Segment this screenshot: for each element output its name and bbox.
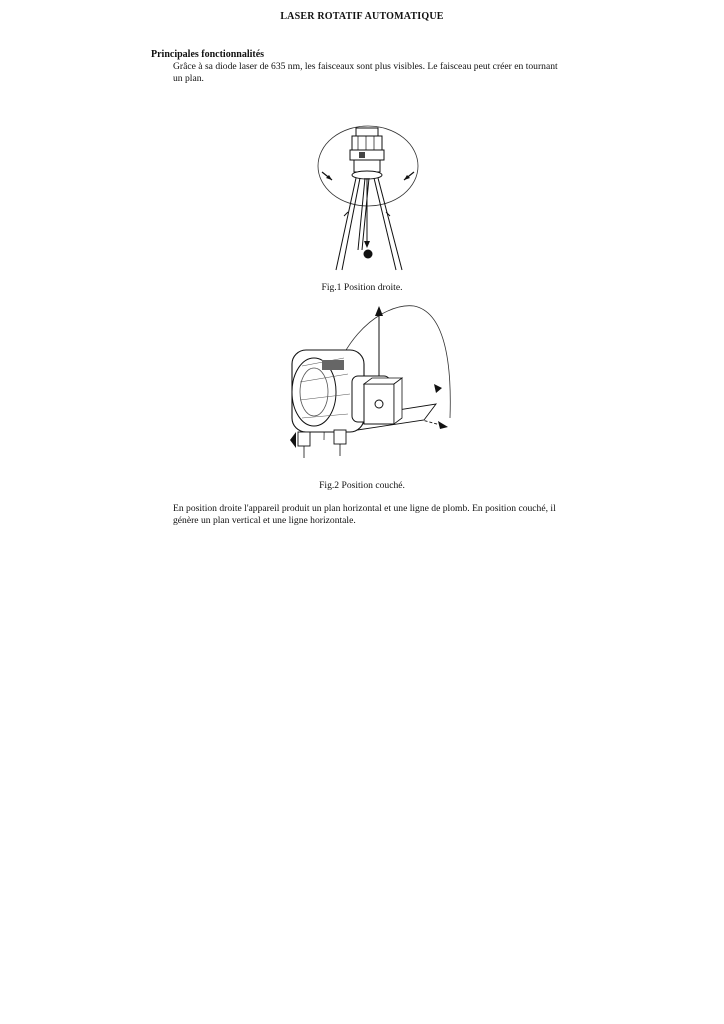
section-heading: Principales fonctionnalités	[151, 49, 265, 60]
laser-head	[356, 128, 378, 136]
document-title: LASER ROTATIF AUTOMATIQUE	[280, 11, 444, 22]
figure-upright-tripod	[314, 120, 422, 276]
lying-laser-illustration	[284, 300, 456, 462]
figure-2-caption: Fig.2 Position couché.	[319, 480, 405, 491]
tripod-laser-illustration	[314, 120, 422, 276]
figure-lying-down	[284, 300, 456, 462]
intro-paragraph: Grâce à sa diode laser de 635 nm, les faisceaux sont plus visibles. Le faisceau peut créer en tournant un plan.	[173, 61, 558, 84]
figure-1-caption: Fig.1 Position droite.	[321, 282, 403, 293]
closing-paragraph: En position droite l'appareil produit un plan horizontal et une ligne de plomb. En position couché, il génère un plan vertical et une ligne horizontale.	[173, 503, 556, 526]
plumb-point	[364, 250, 373, 259]
